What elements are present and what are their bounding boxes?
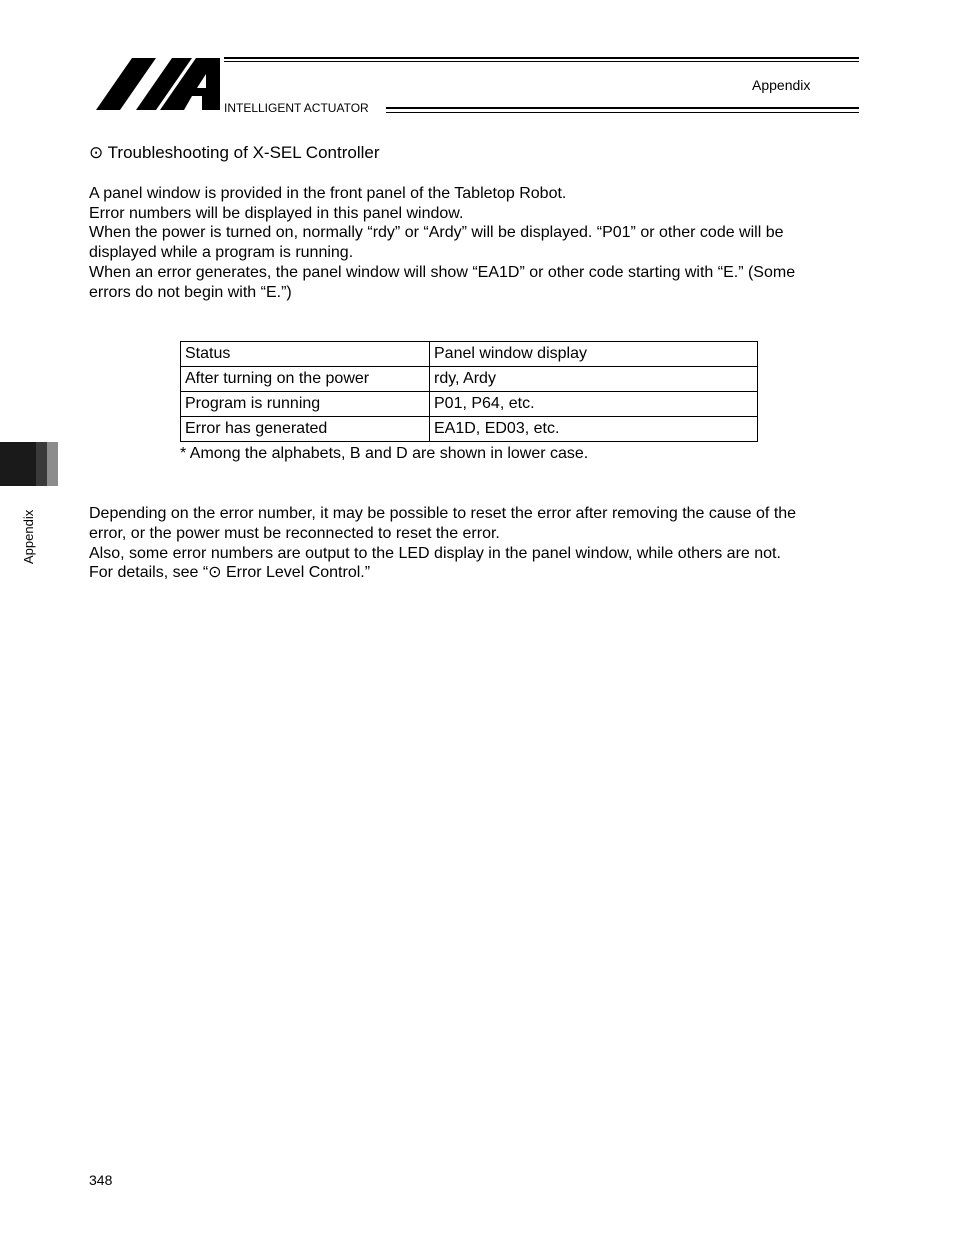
table-cell: rdy, Ardy [430,367,758,392]
table-cell: Program is running [181,392,430,417]
table-cell: Error has generated [181,417,430,442]
intro-line: displayed while a program is running. [89,244,354,261]
company-name: INTELLIGENT ACTUATOR [224,101,369,115]
table-header-row [181,342,758,367]
side-tab-block-light [47,442,58,486]
table-row [181,392,758,417]
header-rule-top [224,57,859,62]
table-row [181,367,758,392]
reset-line: Depending on the error number, it may be possible to reset the error after removing the cause of the [89,505,797,522]
table-cell: After turning on the power [181,367,430,392]
reset-line: error, or the power must be reconnected to reset the error. [89,525,500,542]
intro-line: A panel window is provided in the front panel of the Tabletop Robot. [89,185,567,202]
table-cell: P01, P64, etc. [430,392,758,417]
table-note: * Among the alphabets, B and D are shown in lower case. [180,445,589,462]
intro-line: When the power is turned on, normally “rdy” or “Ardy” will be displayed. “P01” or other code will be [89,224,784,241]
header-section-label: Appendix [752,77,811,93]
table-header-cell: Panel window display [430,342,758,367]
side-tab-block-mid [36,442,47,486]
reset-line: For details, see “⊙ Error Level Control.” [89,564,371,581]
table-row [181,417,758,442]
header-rule-bottom [386,107,859,113]
reset-line: Also, some error numbers are output to the LED display in the panel window, while others are not. [89,545,781,562]
section-title: ⊙ Troubleshooting of X-SEL Controller [89,143,380,162]
intro-line: errors do not begin with “E.”) [89,284,292,301]
iai-logo [96,58,220,110]
intro-line: When an error generates, the panel window will show “EA1D” or other code starting with “E.” (Some [89,264,796,281]
page-number: 348 [89,1172,113,1188]
table-cell: EA1D, ED03, etc. [430,417,758,442]
status-display-table [180,341,758,442]
side-tab-block-dark [0,442,36,486]
table-header-cell: Status [181,342,430,367]
side-tab-label: Appendix [21,509,36,564]
intro-line: Error numbers will be displayed in this panel window. [89,205,464,222]
